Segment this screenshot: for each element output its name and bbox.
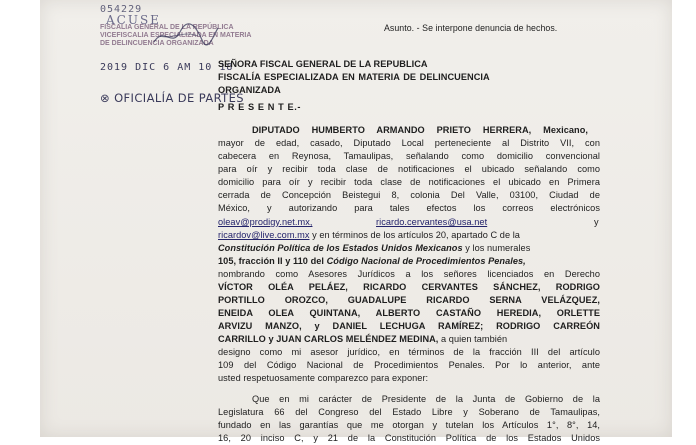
- email-link[interactable]: ricardov@live.com.mx: [218, 230, 310, 240]
- institution-stamp-line: FISCALIA GENERAL DE LA REPÚBLICA: [100, 24, 234, 31]
- receipt-number-stamp: 054229: [100, 4, 143, 15]
- email-link[interactable]: ricardo.cervantes@usa.net: [376, 217, 488, 227]
- second-paragraph-line: 16, 20 inciso C, y 21 de la Constitución Política de los Estados Unidos: [218, 433, 600, 443]
- received-date-stamp: 2019 DIC 6 AM 10 18: [100, 62, 234, 73]
- email-conjunction: y: [594, 217, 599, 227]
- legal-reference-text: y en términos de los artículos 20, apartado C de la: [312, 230, 520, 240]
- scanned-document-page: [40, 0, 672, 443]
- lawyer-names-line: VÍCTOR OLÉA PELÁEZ, RICARDO CERVANTES SÁNCHEZ, RODRIGO: [218, 282, 600, 292]
- last-lawyer-line: [218, 333, 507, 346]
- second-paragraph-line: Que en mi carácter de Presidente de la Junta de Gobierno de la: [252, 394, 600, 404]
- constitution-line: [218, 242, 530, 255]
- body-line: cerrada de Concepción Beistegui 8, colonia Del Valle, 03100, Ciudad de: [218, 190, 600, 200]
- body-line: México, y autorizando para tales efectos los correos electrónicos: [218, 203, 600, 213]
- constitution-line-rest: y los numerales: [465, 243, 531, 253]
- second-paragraph-line: Legislatura 66 del Congreso del Estado Libre y Soberano de Tamaulipas,: [218, 407, 600, 417]
- code-line-prefix: 105, fracción II y 110 del: [218, 256, 324, 266]
- email-line: [218, 216, 600, 229]
- lawyer-names-line: ENEIDA OLEA QUINTANA, ALBERTO CASTAÑO HEREDIA, ORLETTE: [218, 308, 600, 318]
- body-line: usted respetuosamente comparezco para exponer:: [218, 373, 429, 383]
- last-lawyer-rest: a quien también: [441, 334, 508, 344]
- document-subject: Asunto. - Se interpone denuncia de hechos.: [384, 23, 558, 33]
- email-link[interactable]: oleav@prodigy.net.mx,: [218, 217, 313, 227]
- institution-stamp-line: VICEFISCALIA ESPECIALIZADA EN MATERIA: [100, 32, 252, 39]
- lawyers-intro: nombrando como Asesores Jurídicos a los señores licenciados en Derecho: [218, 269, 600, 279]
- body-line: designo como mi asesor jurídico, en términos de la fracción III del artículo: [218, 347, 600, 357]
- email-line-2: [218, 229, 520, 242]
- second-paragraph-line: fundado en las garantías que me otorgan y tutelan los Artículos 1°, 8°, 14,: [218, 420, 600, 430]
- body-line: cabecera en Reynosa, Tamaulipas, señalando como domicilio convencional: [218, 151, 600, 161]
- body-line: domicilio para oír y recibir toda clase de notificaciones el ubicado en Primera: [218, 177, 600, 187]
- office-stamp-mark: ⊗: [100, 91, 115, 105]
- addressee-line: FISCALÍA ESPECIALIZADA EN MATERIA DE DELINCUENCIA: [218, 72, 490, 82]
- addressee-line: SEÑORA FISCAL GENERAL DE LA REPUBLICA: [218, 59, 428, 69]
- body-line: 109 del Código Nacional de Procedimientos Penales. Por lo anterior, ante: [218, 360, 600, 370]
- body-line: para oír y recibir toda clase de notificaciones el ubicado señalando como: [218, 164, 600, 174]
- lawyer-names-line: ARVIZU MANZO, y DANIEL LECHUGA RAMÍREZ; RODRIGO CARREÓN: [218, 321, 600, 331]
- lawyer-names-line: PORTILLO OROZCO, GUADALUPE RICARDO SERNA VELÁZQUEZ,: [218, 295, 600, 305]
- last-lawyer-names: CARRILLO y JUAN CARLOS MELÉNDEZ MEDINA,: [218, 334, 439, 344]
- salutation: P R E S E N T E.-: [218, 102, 302, 112]
- acuse-stamp: ACUSE: [106, 13, 161, 27]
- signature-scribble-icon: [150, 22, 220, 50]
- code-line: [218, 255, 526, 268]
- body-line-declarant: DIPUTADO HUMBERTO ARMANDO PRIETO HERRERA, Mexicano,: [252, 125, 588, 135]
- addressee-line: ORGANIZADA: [218, 85, 281, 95]
- office-stamp-label: OFICIALÍA DE PARTES: [114, 91, 244, 105]
- code-name: Código Nacional de Procedimientos Penales,: [326, 256, 526, 266]
- institution-stamp-line: DE DELINCUENCIA ORGANIZADA: [100, 40, 214, 47]
- constitution-name: Constitución Política de los Estados Unidos Mexicanos: [218, 243, 463, 253]
- body-line: mayor de edad, casado, Diputado Local perteneciente al Distrito VII, con: [218, 138, 600, 148]
